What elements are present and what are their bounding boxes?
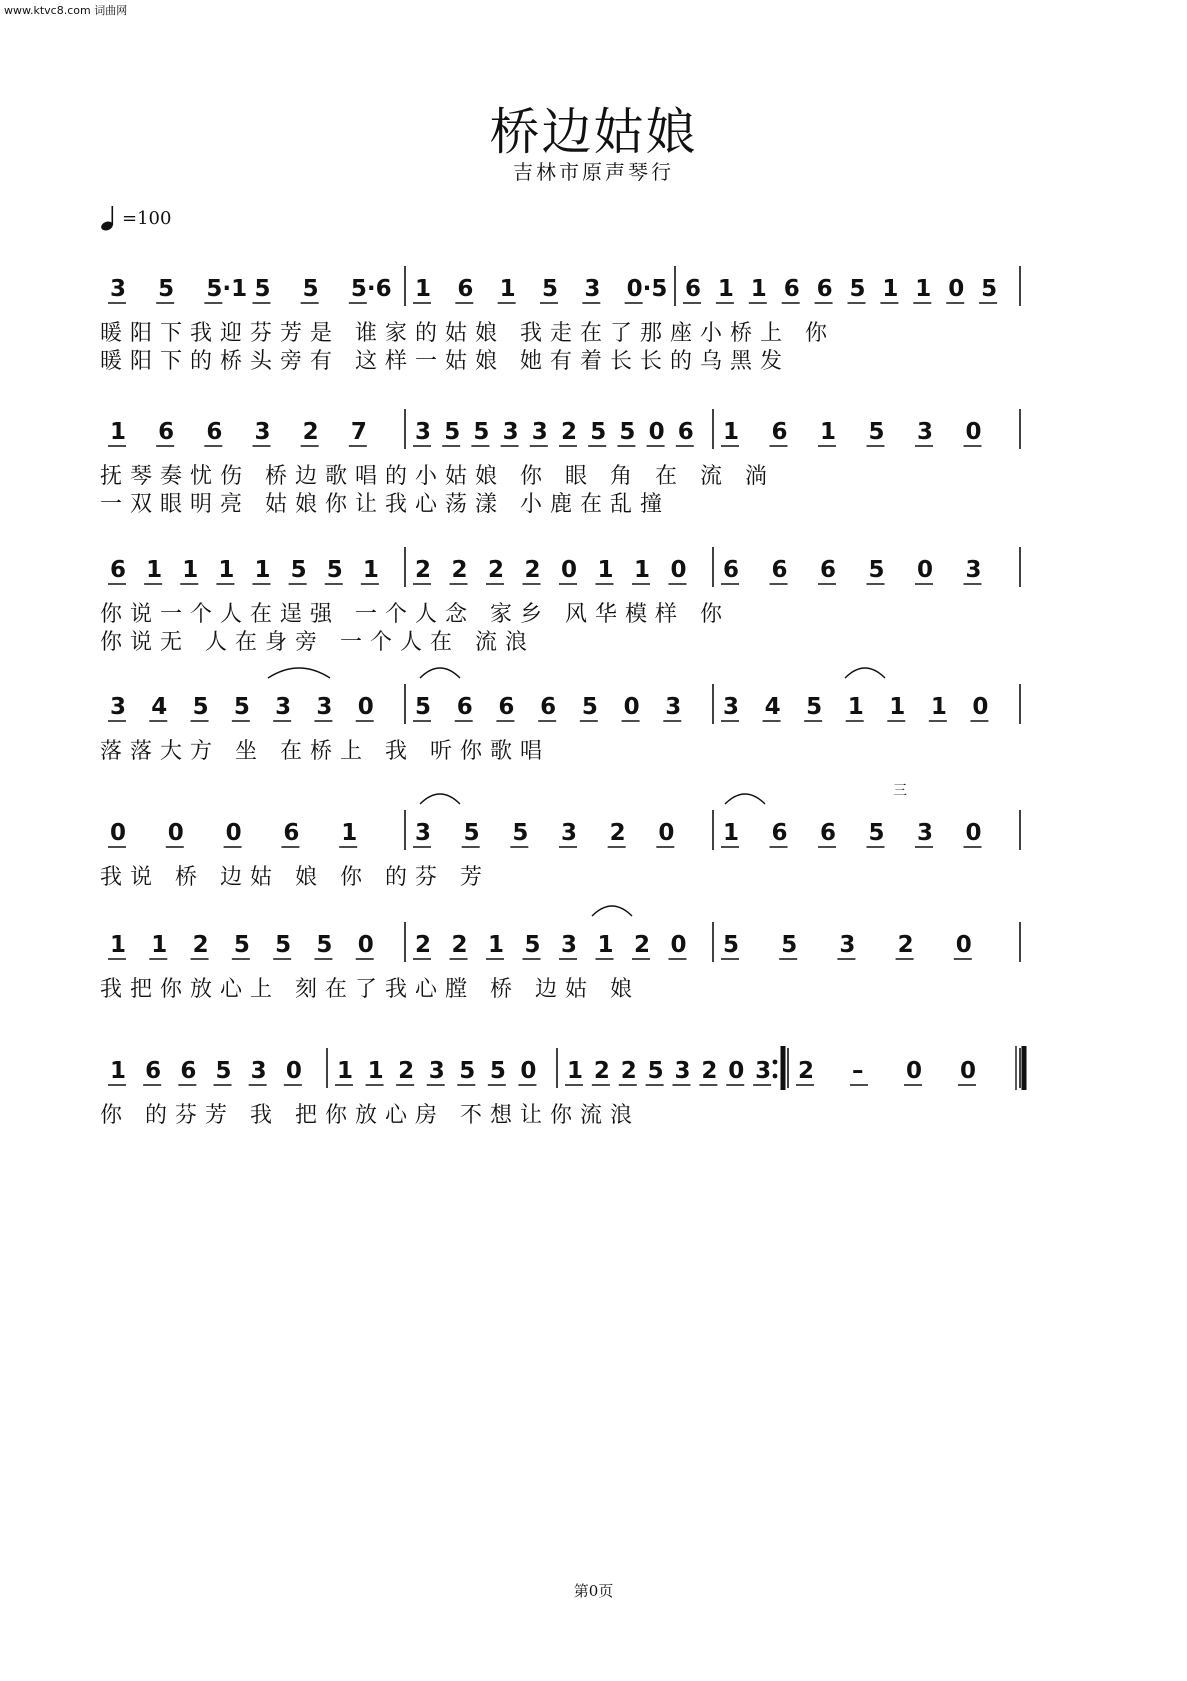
jianpu-note: 1	[889, 694, 906, 720]
jianpu-note: 5	[806, 694, 823, 720]
jianpu-note: 3	[502, 419, 519, 445]
jianpu-note: 1	[750, 276, 767, 302]
jianpu-note: 2	[593, 1058, 610, 1084]
jianpu-note: 5	[590, 419, 607, 445]
jianpu-note: 5	[868, 820, 885, 846]
jianpu-note: 1	[110, 1058, 127, 1084]
jianpu-note: 5	[581, 694, 598, 720]
jianpu-note: 1	[597, 557, 614, 583]
lyric-line: 暖阳下的桥头旁有 这样一姑娘 她有着长长的乌黑发	[100, 349, 790, 374]
lyric-line: 你说一个人在逞强 一个人念 家乡 风华模样 你	[100, 602, 730, 627]
jianpu-note: 4	[151, 694, 168, 720]
jianpu-note: 5	[158, 276, 175, 302]
jianpu-note: 0	[561, 557, 578, 583]
jianpu-note: 0	[225, 820, 242, 846]
jianpu-note: 1	[597, 932, 614, 958]
jianpu-note: 6	[540, 694, 557, 720]
jianpu-note: 1	[567, 1058, 584, 1084]
jianpu-note: 5·6	[350, 276, 392, 302]
jianpu-note: 1	[499, 276, 516, 302]
jianpu-note: 3	[917, 419, 934, 445]
jianpu-note: 6	[685, 276, 702, 302]
page-number: 第0页	[573, 1582, 614, 1600]
jianpu-note: 5	[473, 419, 490, 445]
jianpu-note: 5	[275, 932, 292, 958]
jianpu-note: 1	[146, 557, 163, 583]
jianpu-note: 6	[456, 694, 473, 720]
jianpu-note: 0·5	[626, 276, 668, 302]
jianpu-note: 5	[444, 419, 461, 445]
jianpu-note: 1	[882, 276, 899, 302]
lyric-line: 你 的芬芳 我 把你放心房 不想让你流浪	[100, 1103, 640, 1128]
jianpu-note: 3	[316, 694, 333, 720]
lyric-line: 我说 桥 边姑 娘 你 的芬 芳	[100, 865, 490, 890]
jianpu-note: 5	[512, 820, 529, 846]
jianpu-note: 1	[634, 557, 651, 583]
jianpu-note: 6	[820, 820, 837, 846]
jianpu-note: 3	[965, 557, 982, 583]
jianpu-note: 4	[764, 694, 781, 720]
lyric-line: 暖阳下我迎芬芳是 谁家的姑娘 我走在了那座小桥上 你	[100, 321, 835, 346]
jianpu-note: 6	[771, 557, 788, 583]
jianpu-note: 6	[498, 694, 515, 720]
jianpu-note: 0	[948, 276, 965, 302]
jianpu-note: 1	[110, 419, 127, 445]
jianpu-note: 5·1	[206, 276, 248, 302]
jianpu-note: 3	[415, 419, 432, 445]
jianpu-note: 3	[723, 694, 740, 720]
jianpu-note: 6	[723, 557, 740, 583]
jianpu-note: 0	[917, 557, 934, 583]
jianpu-note: 3	[428, 1058, 445, 1084]
jianpu-note: 3	[561, 932, 578, 958]
jianpu-note: 5	[459, 1058, 476, 1084]
jianpu-note: 6	[771, 820, 788, 846]
jianpu-note: 5	[302, 276, 319, 302]
jianpu-note: 5	[489, 1058, 506, 1084]
jianpu-note: 2	[415, 557, 432, 583]
jianpu-note: 1	[218, 557, 235, 583]
jianpu-note: 3	[415, 820, 432, 846]
jianpu-note: 5	[524, 932, 541, 958]
jianpu-note: 5	[290, 557, 307, 583]
jianpu-note: 0	[623, 694, 640, 720]
tempo-value: =100	[122, 207, 172, 229]
jianpu-note: 3	[250, 1058, 267, 1084]
jianpu-note: 5	[192, 694, 209, 720]
jianpu-note: 3	[755, 1058, 772, 1084]
jianpu-note: 1	[915, 276, 932, 302]
jianpu-note: 5	[781, 932, 798, 958]
jianpu-note: 0	[965, 820, 982, 846]
jianpu-note: 5	[981, 276, 998, 302]
jianpu-note: 6	[771, 419, 788, 445]
jianpu-note: 6	[180, 1058, 197, 1084]
lyric-line: 一双眼明亮 姑娘你让我心荡漾 小鹿在乱撞	[100, 492, 670, 517]
jianpu-note: 3	[254, 419, 271, 445]
jianpu-note: 5	[316, 932, 333, 958]
jianpu-note: 0	[906, 1058, 923, 1084]
jianpu-note: 1	[182, 557, 199, 583]
jianpu-note: 2	[798, 1058, 815, 1084]
jianpu-note: 0	[357, 932, 374, 958]
jianpu-note: 5	[415, 694, 432, 720]
jianpu-note: 6	[110, 557, 127, 583]
jianpu-note: 1	[930, 694, 947, 720]
jianpu-note: 5	[463, 820, 480, 846]
jianpu-note: 6	[677, 419, 694, 445]
jianpu-note: 1	[723, 419, 740, 445]
jianpu-note: 1	[488, 932, 505, 958]
jianpu-note: 5	[849, 276, 866, 302]
jianpu-note: 3	[839, 932, 856, 958]
jianpu-note: 2	[561, 419, 578, 445]
jianpu-note: 5	[254, 276, 271, 302]
jianpu-note: 3	[531, 419, 548, 445]
jianpu-note: 2	[451, 557, 468, 583]
jianpu-note: 2	[415, 932, 432, 958]
site-watermark: www.ktvc8.com 词曲网	[4, 4, 128, 17]
jianpu-note: 5	[647, 1058, 664, 1084]
jianpu-note: 0	[110, 820, 127, 846]
jianpu-note: 2	[634, 932, 651, 958]
jianpu-note: 2	[451, 932, 468, 958]
jianpu-note: 1	[717, 276, 734, 302]
jianpu-note: 2	[192, 932, 209, 958]
jianpu-note: 7	[350, 419, 367, 445]
jianpu-note: 6	[145, 1058, 162, 1084]
jianpu-note: 1	[723, 820, 740, 846]
jianpu-note: 3	[275, 694, 292, 720]
jianpu-note: 0	[357, 694, 374, 720]
jianpu-note: 1	[337, 1058, 354, 1084]
jianpu-note: 5	[868, 419, 885, 445]
jianpu-note: 3	[561, 820, 578, 846]
jianpu-note: 6	[783, 276, 800, 302]
jianpu-note: 2	[897, 932, 914, 958]
annotation-mark: 三	[893, 783, 907, 799]
jianpu-note: 0	[670, 932, 687, 958]
jianpu-note: 1	[151, 932, 168, 958]
jianpu-note: 0	[972, 694, 989, 720]
jianpu-note: 2	[488, 557, 505, 583]
jianpu-note: 1	[415, 276, 432, 302]
jianpu-note: 6	[457, 276, 474, 302]
lyric-line: 落落大方 坐 在桥上 我 听你歌唱	[100, 739, 550, 764]
jianpu-note: 1	[362, 557, 379, 583]
jianpu-note: 6	[158, 419, 175, 445]
jianpu-note: 5	[723, 932, 740, 958]
jianpu-note: 5	[233, 932, 250, 958]
jianpu-note: 5	[868, 557, 885, 583]
jianpu-note: 0	[167, 820, 184, 846]
jianpu-note: 6	[820, 557, 837, 583]
jianpu-note: 0	[728, 1058, 745, 1084]
song-subtitle: 吉林市原声琴行	[513, 160, 674, 184]
jianpu-note: 2	[609, 820, 626, 846]
jianpu-note: 2	[524, 557, 541, 583]
jianpu-note: 0	[648, 419, 665, 445]
jianpu-note: 1	[847, 694, 864, 720]
jianpu-note: 6	[816, 276, 833, 302]
jianpu-note: 0	[520, 1058, 537, 1084]
jianpu-note: 0	[960, 1058, 977, 1084]
jianpu-note: 0	[965, 419, 982, 445]
jianpu-note: –	[852, 1058, 864, 1084]
jianpu-note: 5	[215, 1058, 232, 1084]
jianpu-note: 0	[955, 932, 972, 958]
jianpu-note: 3	[110, 694, 127, 720]
jianpu-note: 3	[917, 820, 934, 846]
jianpu-note: 6	[206, 419, 223, 445]
lyric-line: 我把你放心上 刻在了我心膛 桥 边姑 娘	[100, 977, 640, 1002]
jianpu-note: 2	[620, 1058, 637, 1084]
jianpu-note: 0	[658, 820, 675, 846]
jianpu-note: 2	[701, 1058, 718, 1084]
jianpu-note: 5	[326, 557, 343, 583]
jianpu-note: 3	[584, 276, 601, 302]
lyric-line: 你说无 人在身旁 一个人在 流浪	[100, 630, 535, 655]
jianpu-note: 0	[285, 1058, 302, 1084]
jianpu-note: 1	[110, 932, 127, 958]
jianpu-note: 3	[110, 276, 127, 302]
jianpu-note: 2	[398, 1058, 415, 1084]
jianpu-note: 5	[542, 276, 559, 302]
jianpu-note: 0	[670, 557, 687, 583]
song-title: 桥边姑娘	[489, 103, 698, 161]
jianpu-note: 1	[341, 820, 358, 846]
jianpu-note: 1	[820, 419, 837, 445]
jianpu-note: 1	[254, 557, 271, 583]
jianpu-note: 3	[674, 1058, 691, 1084]
jianpu-note: 5	[233, 694, 250, 720]
jianpu-note: 3	[665, 694, 682, 720]
lyric-line: 抚琴奏忧伤 桥边歌唱的小姑娘 你 眼 角 在 流 淌	[100, 464, 775, 489]
jianpu-note: 2	[302, 419, 319, 445]
jianpu-note: 5	[619, 419, 636, 445]
jianpu-note: 1	[367, 1058, 384, 1084]
jianpu-note: 6	[283, 820, 300, 846]
